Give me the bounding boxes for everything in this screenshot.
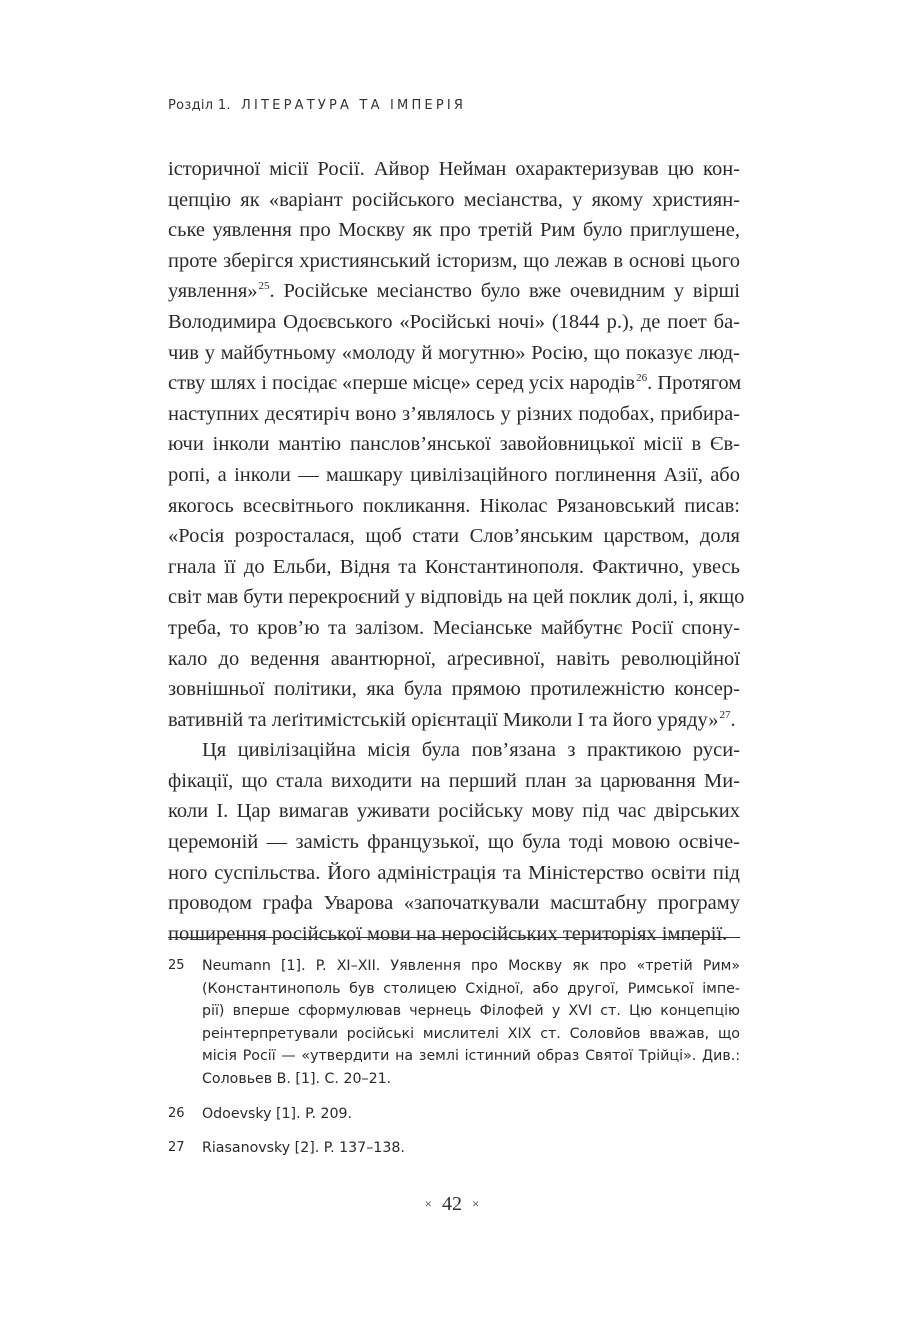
text-line: поширення російської мови на неросійських територіях імперії. bbox=[168, 922, 728, 945]
paragraph-1 bbox=[168, 154, 745, 735]
text-line: кало до ведення авантюрної, аґресивної, навіть революційної bbox=[168, 647, 740, 670]
footnote-reference: 25 bbox=[258, 280, 270, 293]
text-line: фікації, що стала виходити на перший план за царювання Ми- bbox=[168, 769, 740, 792]
body-text bbox=[168, 154, 745, 949]
text-segment: . bbox=[730, 708, 736, 731]
text-line bbox=[168, 705, 740, 736]
page-number-footer bbox=[0, 1193, 904, 1216]
text-line: треба, то кров’ю та залізом. Месіанське майбутнє Росії спону- bbox=[168, 616, 740, 639]
footnote-line: Odoevsky [1]. P. 209. bbox=[202, 1105, 353, 1122]
chapter-label: Розділ 1. bbox=[168, 98, 231, 113]
text-segment: ству шлях і посідає «перше місце» серед усіх народів bbox=[168, 372, 636, 395]
footnotes bbox=[168, 955, 740, 1160]
text-line: церемоній — замість французької, що була тоді мовою освіче- bbox=[168, 831, 740, 854]
footnote bbox=[168, 1103, 740, 1126]
running-head bbox=[168, 98, 466, 113]
footnote-reference: 27 bbox=[719, 708, 731, 721]
text-line: Володимира Одоєвського «Російські ночі» (1844 р.), де поет ба- bbox=[168, 310, 740, 333]
footnote-line: Neumann [1]. P. XI–XII. Уявлення про Москву як про «третій Рим» bbox=[202, 958, 740, 974]
text-line: історичної місії Росії. Айвор Нейман охарактеризував цю кон- bbox=[168, 158, 740, 180]
right-ornament: × bbox=[472, 1196, 480, 1211]
footnote-line: Riasanovsky [2]. P. 137–138. bbox=[202, 1140, 405, 1157]
text-line: зовнішньої політики, яка була прямою протилежністю консер- bbox=[168, 678, 740, 701]
footnote-number: 26 bbox=[168, 1105, 185, 1121]
text-line: ропі, а інколи — машкару цивілізаційного поглинення Азії, або bbox=[168, 463, 740, 486]
text-line: ючи інколи мантію панслов’янської завойовницької місії в Єв- bbox=[168, 433, 740, 456]
text-line: якогось всесвітнього покликання. Ніколас Рязановський писав: bbox=[168, 494, 740, 517]
footnote-spacer bbox=[168, 1125, 740, 1137]
footnote bbox=[168, 1137, 740, 1160]
footnote-line: реінтерпретували російські мислителі XIX ст. Соловйов вважав, що bbox=[202, 1025, 740, 1042]
text-line: коли І. Цар вимагав уживати російську мову під час двірських bbox=[168, 800, 740, 823]
page-number: 42 bbox=[442, 1193, 462, 1215]
footnote-line: рії) вперше сформулював чернець Філофей у XVI ст. Цю концепцію bbox=[202, 1003, 740, 1020]
text-line: цепцію як «варіант російського месіанства, у якому християн- bbox=[168, 188, 740, 211]
footnote-spacer bbox=[168, 1091, 740, 1103]
text-segment: вативній та леґітимістській орієнтації Миколи І та його уряду» bbox=[168, 708, 719, 731]
footnote-number: 27 bbox=[168, 1140, 185, 1156]
text-line: Ця цивілізаційна місія була пов’язана з практикою руси- bbox=[202, 739, 740, 762]
text-line: ське уявлення про Москву як про третій Рим було приглушене, bbox=[168, 219, 740, 242]
footnote bbox=[168, 955, 740, 1091]
text-line bbox=[168, 368, 740, 399]
footnote-line: місія Росії — «утвердити на землі істинний образ Святої Трійці». Див.: bbox=[202, 1048, 740, 1065]
footnote-separator bbox=[168, 937, 740, 938]
text-line: проте зберігся християнський історизм, що лежав в основі цього bbox=[168, 249, 740, 272]
text-line: наступних десятиріч воно з’являлось у різних подобах, прибира- bbox=[168, 402, 740, 425]
text-line: світ мав бути перекроєний у відповідь на цей поклик долі, і, якщо bbox=[168, 586, 745, 609]
footnote-line: Соловьев В. [1]. С. 20–21. bbox=[202, 1070, 392, 1087]
text-line: чив у майбутньому «молоду й могутню» Росію, що показує люд- bbox=[168, 341, 740, 364]
left-ornament: × bbox=[424, 1196, 432, 1211]
text-segment: . Російське месіанство було вже очевидним у вірші bbox=[269, 280, 740, 303]
text-line bbox=[168, 276, 740, 307]
chapter-title: ЛІТЕРАТУРА ТА ІМПЕРІЯ bbox=[241, 98, 467, 113]
footnote-reference: 26 bbox=[636, 372, 648, 385]
text-segment: . Протягом bbox=[647, 372, 742, 395]
text-line: проводом графа Уварова «започаткували масштабну програму bbox=[168, 892, 740, 915]
text-line: «Росія розросталася, щоб стати Слов’янським царством, доля bbox=[168, 525, 740, 548]
text-line: ного суспільства. Його адміністрація та Міністерство освіти під bbox=[168, 861, 740, 884]
footnote-number: 25 bbox=[168, 958, 185, 973]
text-line: гнала її до Ельби, Відня та Константинополя. Фактично, увесь bbox=[168, 555, 740, 578]
footnote-line: (Константинополь був столицею Східної, або другої, Римської імпе- bbox=[202, 980, 740, 997]
paragraph-2 bbox=[168, 735, 740, 949]
text-segment: уявлення» bbox=[168, 280, 258, 303]
